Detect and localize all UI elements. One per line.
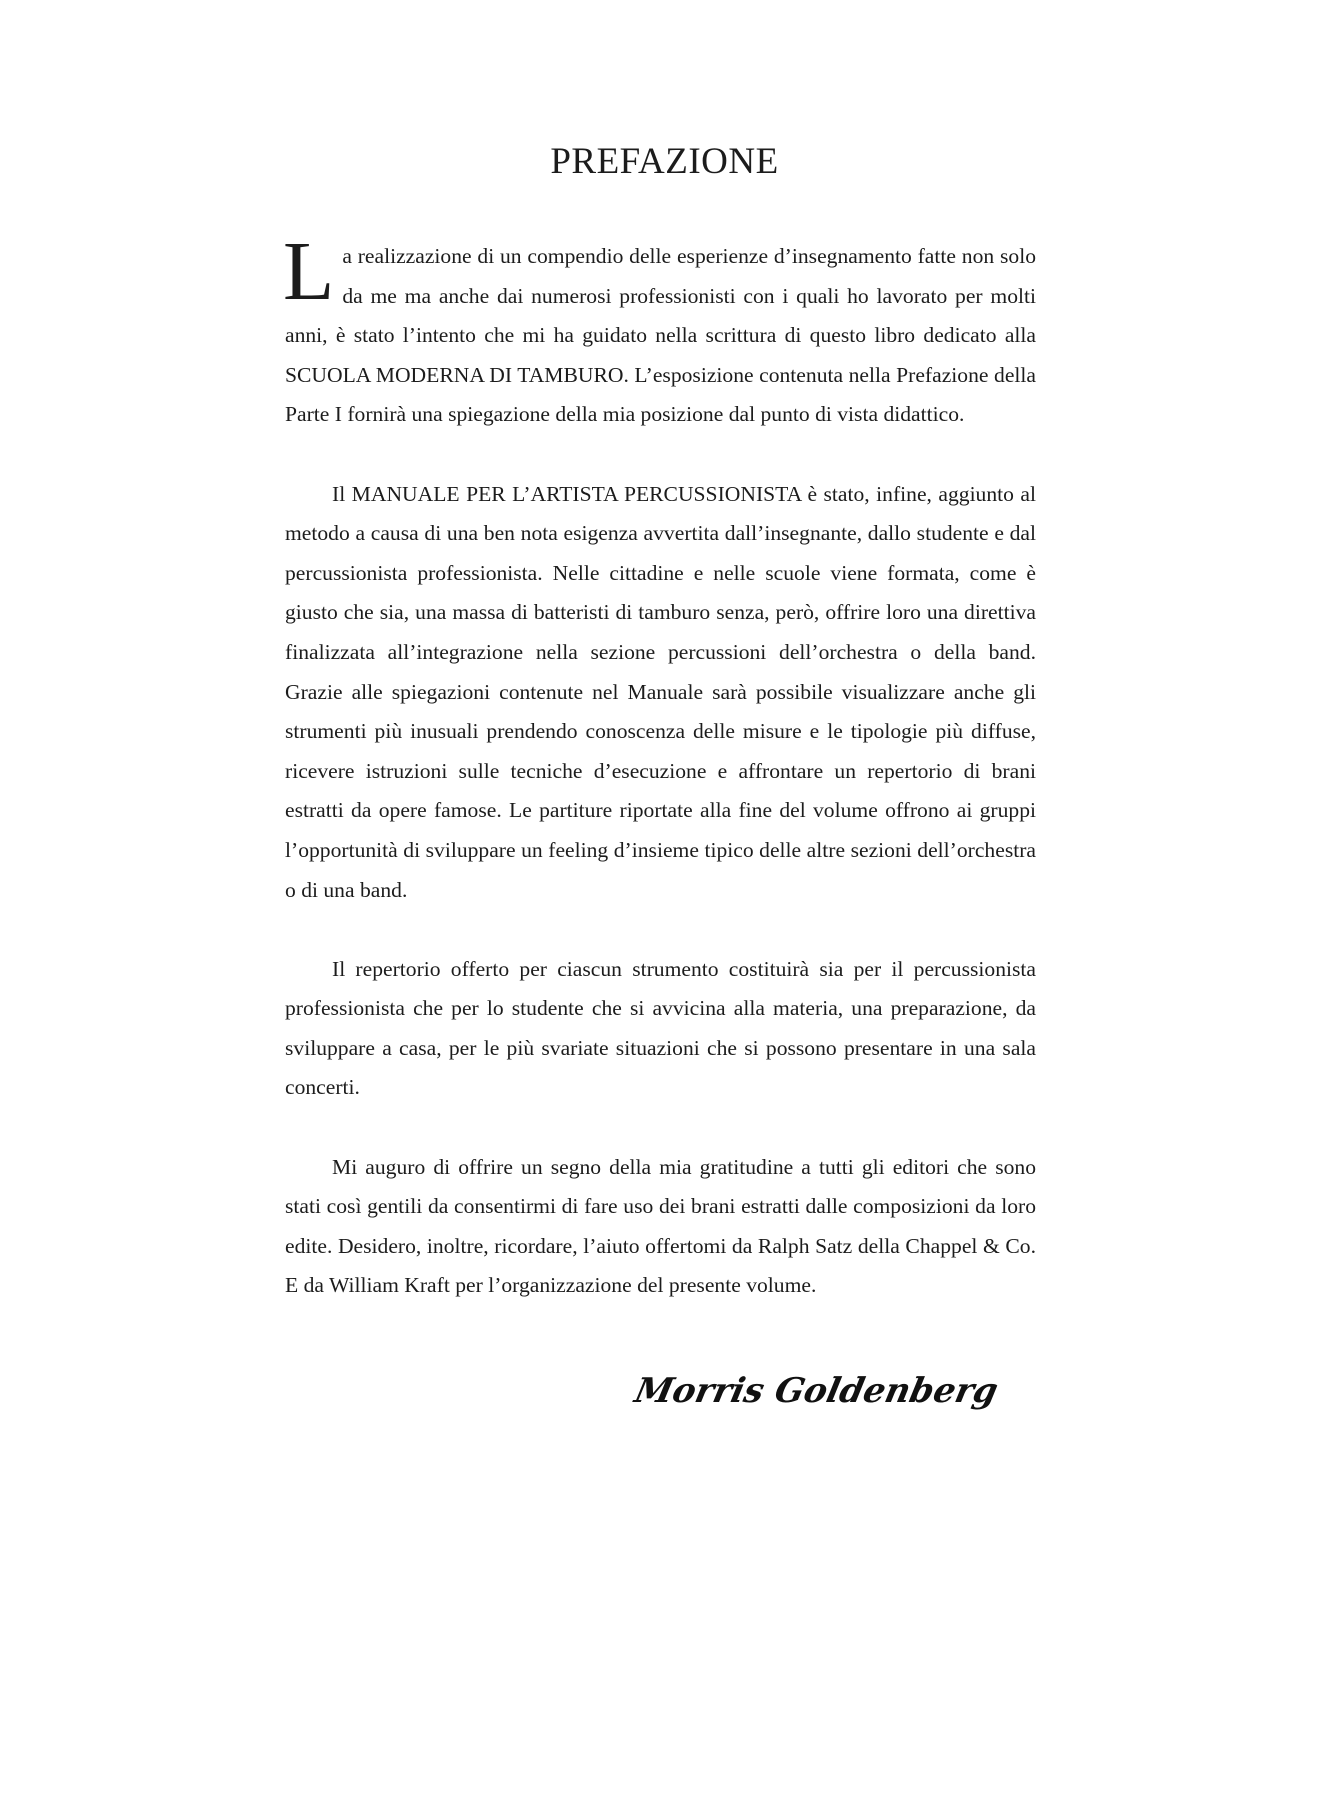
drop-cap: L — [283, 225, 335, 318]
paragraph-1-text: a realizzazione di un compendio delle esperienze d’insegnamento fatte non solo da me ma anche dai numerosi professionisti con i quali ho lavorato per molti anni, è stato l’intento che mi ha guidato nella scrittura di questo libro dedicato alla SCUOLA MODERNA DI TAMBURO. L’esposizione contenuta nella Prefazione della Parte I fornirà una spiegazione della mia posizione dal punto di vista didattico. — [285, 244, 1036, 427]
page-title: PREFAZIONE — [550, 141, 779, 182]
paragraph-2: Il MANUALE PER L’ARTISTA PERCUSSIONISTA è stato, infine, aggiunto al metodo a causa di una ben nota esigenza avvertita dall’insegnante, dallo studente e dal percussionista professionista. Nelle cittadine e nelle scuole viene formata, come è giusto che sia, una massa di batteristi di tamburo senza, però, offrire loro una direttiva finalizzata all’integrazione nella sezione percussioni dell’orchestra o della band. Grazie alle spiegazioni contenute nel Manuale sarà possibile visualizzare anche gli strumenti più inusuali prendendo conoscenza delle misure e le tipologie più diffuse, ricevere istruzioni sulle tecniche d’esecuzione e affrontare un repertorio di brani estratti da opere famose. Le partiture riportate alla fine del volume offrono ai gruppi l’opportunità di sviluppare un feeling d’insieme tipico delle altre sezioni dell’orchestra o di una band. — [285, 481, 1036, 902]
preface-body — [283, 225, 1036, 1306]
paragraph-3: Il repertorio offerto per ciascun strumento costituirà sia per il percussionista professionista che per lo studente che si avvicina alla materia, una preparazione, da sviluppare a casa, per le più svariate situazioni che si possono presentare in una sala concerti. — [285, 956, 1036, 1100]
signature-graphic — [631, 1360, 1002, 1420]
paragraph-4: Mi auguro di offrire un segno della mia gratitudine a tutti gli editori che sono stati così gentili da consentirmi di fare uso dei brani estratti dalle composizioni da loro edite. Desidero, inoltre, ricordare, l’aiuto offertomi da Ralph Satz della Chappel & Co. E da William Kraft per l’organizzazione del presente volume. — [285, 1154, 1036, 1298]
author-signature — [631, 1360, 1002, 1420]
signature-text: Morris Goldenberg — [631, 1371, 1002, 1411]
paragraph-1 — [283, 225, 1036, 435]
